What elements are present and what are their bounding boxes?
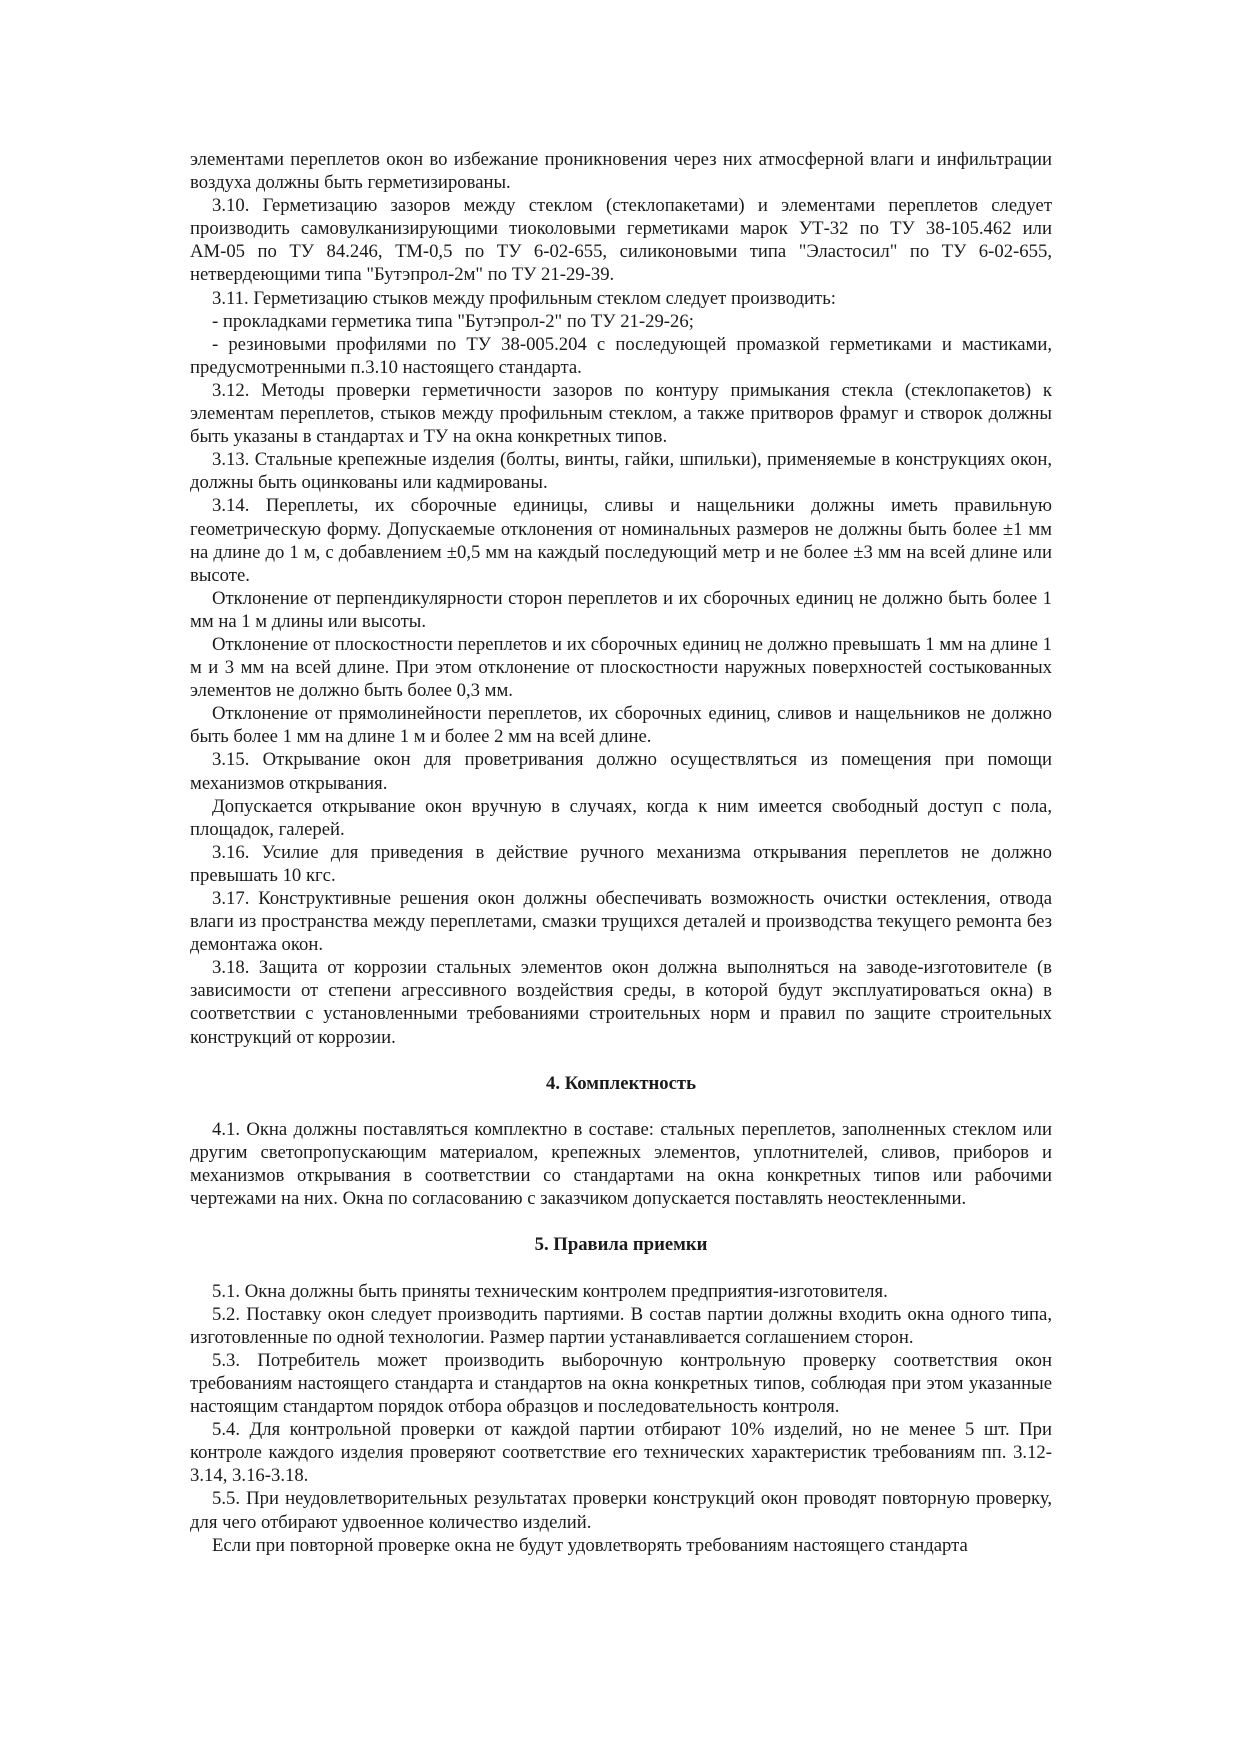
paragraph-flatness: Отклонение от плоскостности переплетов и их сборочных единиц не должно превышать 1 мм на длине 1 м и 3 мм на всей длине. При этом отклонение от плоскостности наружных поверхностей состыкованных элементов не должно быть более 0,3 мм.	[190, 633, 1052, 702]
paragraph-4-1: 4.1. Окна должны поставляться комплектно в составе: стальных переплетов, заполненных стеклом или другим светопропускающим материалом, крепежных элементов, уплотнителей, сливов, приборов и механизмов открывания в соответствии со стандартами на окна конкретных типов или рабочими чертежами на них. Окна по согласованию с заказчиком допускается поставлять неостекленными.	[190, 1118, 1052, 1210]
spacer	[190, 1210, 1052, 1233]
section-heading-acceptance-rules: 5. Правила приемки	[534, 1234, 708, 1256]
section-heading-completeness: 4. Комплектность	[546, 1072, 696, 1094]
paragraph-3-13: 3.13. Стальные крепежные изделия (болты, винты, гайки, шпильки), применяемые в конструкциях окон, должны быть оцинкованы или кадмированы.	[190, 449, 1052, 494]
paragraph-5-2: 5.2. Поставку окон следует производить партиями. В состав партии должны входить окна одного типа, изготовленные по одной технологии. Размер партии устанавливается соглашением сторон.	[190, 1303, 1052, 1348]
list-item-gasket: - прокладками герметика типа "Бутэпрол-2" по ТУ 21-29-26;	[212, 310, 694, 332]
paragraph-3-14: 3.14. Переплеты, их сборочные единицы, сливы и нащельники должны иметь правильную геометрическую форму. Допускаемые отклонения от номинальных размеров не должны быть более ±1 мм на длине до 1 м, с добавлением ±0,5 мм на каждый последующий метр и не более ±3 мм на всей длине или высоте.	[190, 495, 1052, 586]
spacer	[190, 1049, 1052, 1072]
paragraph-3-11: 3.11. Герметизацию стыков между профильным стеклом следует производить:	[212, 287, 836, 309]
spacer	[190, 1095, 1052, 1118]
paragraph-repeat-check: Если при повторной проверке окна не будут удовлетворять требованиям настоящего стандарта	[212, 1534, 968, 1556]
document-page	[190, 148, 1052, 1557]
paragraph-straightness: Отклонение от прямолинейности переплетов, их сборочных единиц, сливов и нащельников не должно быть более 1 мм на длине 1 м и более 2 мм на всей длине.	[190, 703, 1052, 748]
paragraph-3-18: 3.18. Защита от коррозии стальных элементов окон должна выполняться на заводе-изготовителе (в зависимости от степени агрессивного воздействия среды, в которой будут эксплуатироваться окна) в соответствии с установленными требованиями строительных норм и правил по защите строительных конструкций от коррозии.	[190, 957, 1052, 1048]
paragraph-3-12: 3.12. Методы проверки герметичности зазоров по контуру примыкания стекла (стеклопакетов) к элементам переплетов, стыков между профильным стеклом, а также притворов фрамуг и створок должны быть указаны в стандартах и ТУ на окна конкретных типов.	[190, 379, 1052, 448]
paragraph-manual-opening: Допускается открывание окон вручную в случаях, когда к ним имеется свободный доступ с пола, площадок, галерей.	[190, 795, 1052, 840]
spacer	[190, 1257, 1052, 1280]
paragraph-5-5: 5.5. При неудовлетворительных результатах проверки конструкций окон проводят повторную проверку, для чего отбирают удвоенное количество изделий.	[190, 1488, 1052, 1533]
paragraph-5-4: 5.4. Для контрольной проверки от каждой партии отбирают 10% изделий, но не менее 5 шт. При контроле каждого изделия проверяют соответствие его технических характеристик требованиям пп. 3.12-3.14, 3.16-3.18.	[190, 1419, 1052, 1487]
paragraph-5-3: 5.3. Потребитель может производить выборочную контрольную проверку соответствия окон требованиям настоящего стандарта и стандартов на окна конкретных типов, соблюдая при этом указанные настоящим стандартом порядок отбора образцов и последовательность контроля.	[190, 1349, 1052, 1418]
paragraph-perpendicularity: Отклонение от перпендикулярности сторон переплетов и их сборочных единиц не должно быть более 1 мм на 1 м длины или высоты.	[190, 587, 1052, 632]
list-item-rubber-profile: - резиновыми профилями по ТУ 38-005.204 с последующей промазкой герметиками и мастиками, предусмотренными п.3.10 настоящего стандарта.	[190, 333, 1052, 378]
paragraph-continuation: элементами переплетов окон во избежание проникновения через них атмосферной влаги и инфильтрации воздуха должны быть герметизированы.	[190, 149, 1052, 194]
paragraph-3-17: 3.17. Конструктивные решения окон должны обеспечивать возможность очистки остекления, отвода влаги из пространства между переплетами, смазки трущихся деталей и производства текущего ремонта без демонтажа окон.	[190, 888, 1052, 956]
paragraph-5-1: 5.1. Окна должны быть приняты техническим контролем предприятия-изготовителя.	[212, 1280, 888, 1302]
paragraph-3-16: 3.16. Усилие для приведения в действие ручного механизма открывания переплетов не должно превышать 10 кгс.	[190, 841, 1052, 886]
paragraph-3-10: 3.10. Герметизацию зазоров между стеклом (стеклопакетами) и элементами переплетов следует производить самовулканизирующими тиоколовыми герметиками марок УТ-32 по ТУ 38-105.462 или АМ-05 по ТУ 84.246, ТМ-0,5 по ТУ 6-02-655, силиконовыми типа "Эластосил" по ТУ 6-02-655, нетвердеющими типа "Бутэпрол-2м" по ТУ 21-29-39.	[190, 195, 1052, 286]
paragraph-3-15: 3.15. Открывание окон для проветривания должно осуществляться из помещения при помощи механизмов открывания.	[190, 749, 1052, 794]
